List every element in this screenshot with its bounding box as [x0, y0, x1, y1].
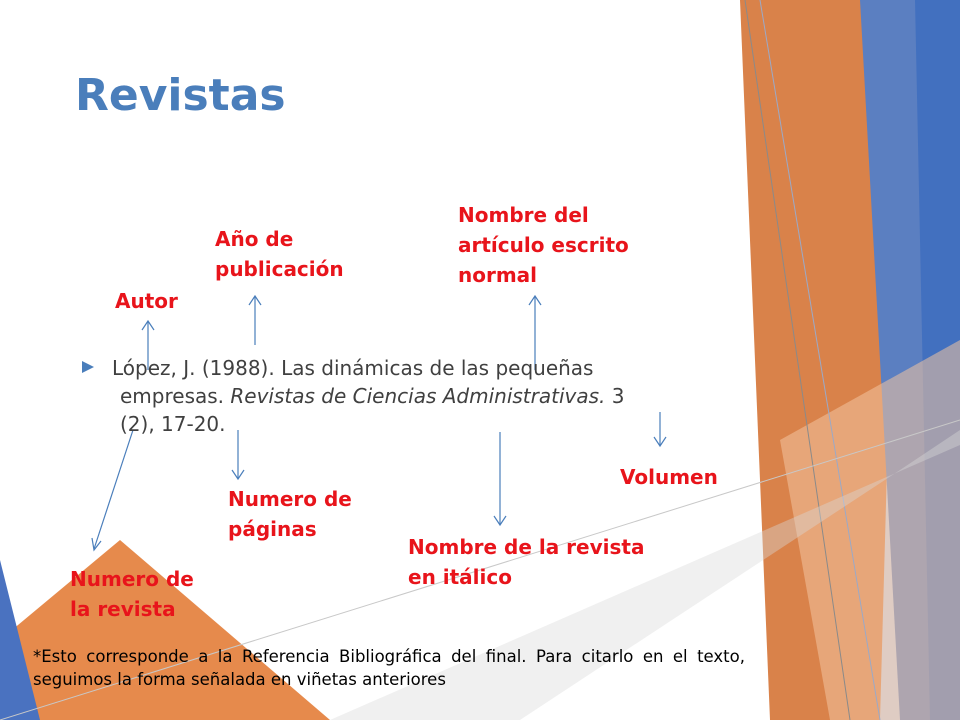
footnote: *Esto corresponde a la Referencia Bibliográfica del final. Para citarlo en el texto, seguimos la forma señalada en viñetas anteriores: [33, 647, 745, 689]
label-numero-paginas: Numero de páginas: [228, 487, 352, 541]
reference-line-1: López, J. (1988). Las dinámicas de las pequeñas: [112, 356, 594, 380]
arrow-nombre-revista: [494, 432, 506, 525]
arrow-numero-revista: [92, 430, 133, 550]
label-anio-publicacion: Año de publicación: [215, 227, 344, 281]
reference-line-2: [120, 382, 624, 410]
triangle-right-icon: [82, 356, 96, 384]
slide-title: Revistas: [75, 70, 286, 121]
arrow-anio: [249, 296, 261, 345]
arrow-paginas: [232, 430, 244, 479]
reference-line-2-normal: empresas.: [120, 384, 231, 408]
label-volumen: Volumen: [620, 465, 718, 489]
reference-line-2-tail: 3: [605, 384, 625, 408]
reference-journal-italic: Revistas de Ciencias Administrativas.: [230, 384, 606, 408]
label-autor: Autor: [115, 289, 178, 313]
label-nombre-articulo: Nombre del artículo escrito normal: [458, 203, 629, 287]
label-numero-revista: Numero de la revista: [70, 567, 194, 621]
arrow-volumen: [654, 412, 666, 446]
label-nombre-revista: Nombre de la revista en itálico: [408, 535, 645, 589]
reference-line-3: (2), 17-20.: [120, 412, 226, 436]
